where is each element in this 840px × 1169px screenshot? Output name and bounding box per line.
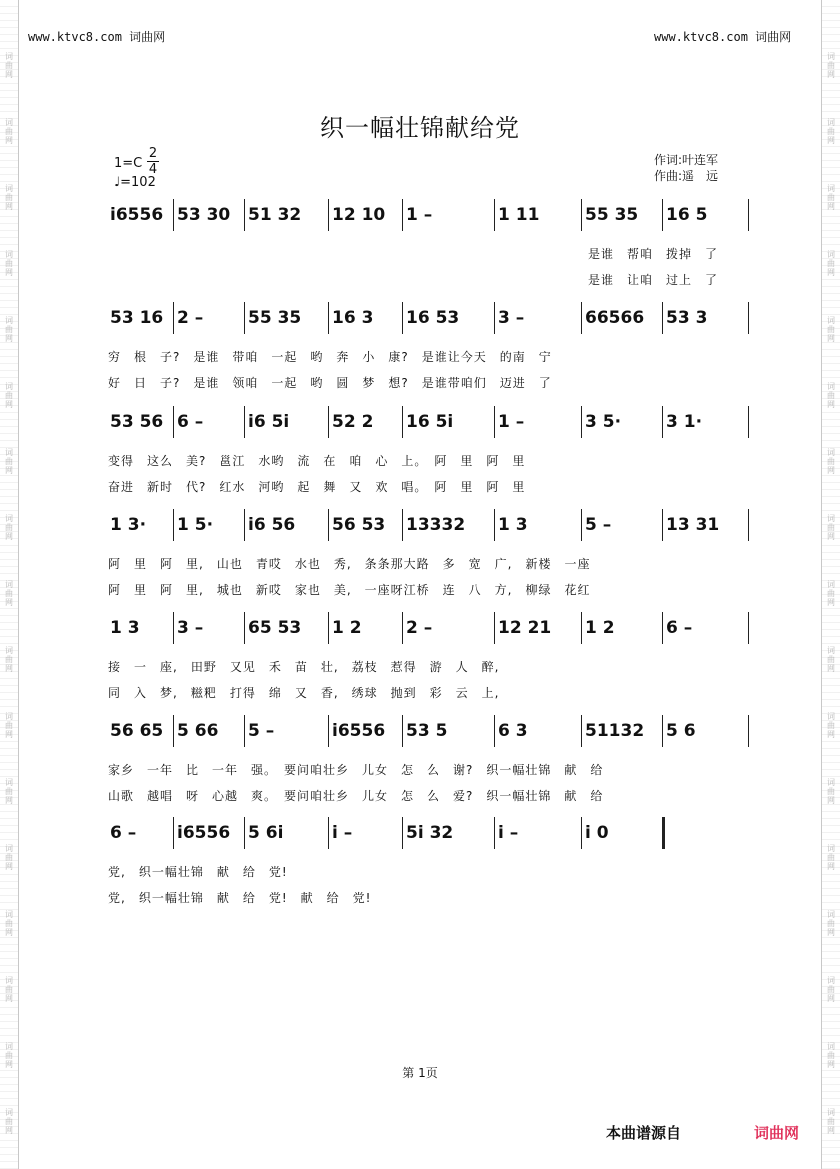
footer-site-link[interactable]: 词曲网 <box>754 1124 800 1142</box>
quarter-note-icon: ♩ <box>114 175 121 190</box>
watermark-char: 词 <box>5 580 13 589</box>
watermark-char: 网 <box>5 1126 13 1135</box>
bar-line <box>662 302 663 334</box>
watermark-char: 曲 <box>827 919 835 928</box>
tempo-value: =102 <box>120 175 156 190</box>
watermark-char: 网 <box>827 796 835 805</box>
watermark-char: 网 <box>5 466 13 475</box>
tempo-marking <box>114 175 156 190</box>
bar-line <box>244 406 245 438</box>
watermark-char: 词 <box>827 1042 835 1051</box>
watermark-char: 词 <box>827 118 835 127</box>
watermark-char: 词 <box>827 778 835 787</box>
bar-line <box>748 509 749 541</box>
watermark-char: 曲 <box>827 721 835 730</box>
measure: 3 – <box>498 308 525 328</box>
right-watermark-strip <box>821 0 840 1169</box>
watermark-char: 网 <box>827 334 835 343</box>
lyric-line: 党, 织一幅壮锦 献 给 党! 献 给 党! <box>108 891 372 905</box>
watermark-char: 网 <box>5 202 13 211</box>
lyric-line: 同 入 梦, 糍粑 打得 绵 又 香, 绣球 抛到 彩 云 上, <box>108 686 500 700</box>
watermark-char: 曲 <box>827 325 835 334</box>
bar-line <box>402 817 403 849</box>
measure: 5 66 <box>177 721 219 741</box>
watermark-char: 曲 <box>5 193 13 202</box>
watermark-char: 词 <box>827 580 835 589</box>
measure: 6 – <box>110 823 137 843</box>
watermark-char: 词 <box>5 646 13 655</box>
measure: 51132 <box>585 721 645 741</box>
measure: 3 – <box>177 618 204 638</box>
watermark-char: 曲 <box>827 787 835 796</box>
song-title: 织一幅壮锦献给党 <box>320 114 520 142</box>
watermark-char: 网 <box>5 400 13 409</box>
bar-line <box>173 509 174 541</box>
measure: 13 31 <box>666 515 720 535</box>
measure: 13332 <box>406 515 466 535</box>
watermark-char: 曲 <box>5 985 13 994</box>
measure: i6556 <box>177 823 231 843</box>
watermark-char: 曲 <box>827 127 835 136</box>
bar-line <box>328 509 329 541</box>
watermark-char: 曲 <box>5 655 13 664</box>
measure: 53 3 <box>666 308 708 328</box>
measure: 1 2 <box>332 618 362 638</box>
bar-line <box>328 715 329 747</box>
watermark-char: 词 <box>5 976 13 985</box>
watermark-char: 网 <box>827 664 835 673</box>
measure: 1 3· <box>110 515 147 535</box>
measure: 16 53 <box>406 308 460 328</box>
measure: i6 56 <box>248 515 296 535</box>
bar-line <box>581 612 582 644</box>
watermark-char: 词 <box>827 910 835 919</box>
bar-line <box>244 715 245 747</box>
bar-line <box>494 302 495 334</box>
bar-line <box>581 406 582 438</box>
watermark-char: 曲 <box>5 457 13 466</box>
bar-line <box>748 406 749 438</box>
watermark-char: 曲 <box>5 259 13 268</box>
watermark-char: 网 <box>5 334 13 343</box>
watermark-char: 词 <box>827 712 835 721</box>
measure: 51 32 <box>248 205 302 225</box>
bar-line <box>244 509 245 541</box>
watermark-char: 曲 <box>5 325 13 334</box>
bar-line <box>748 612 749 644</box>
bar-line <box>402 612 403 644</box>
bar-line <box>328 817 329 849</box>
watermark-char: 词 <box>5 382 13 391</box>
watermark-char: 网 <box>5 862 13 871</box>
measure: 5 – <box>585 515 612 535</box>
measure: 66566 <box>585 308 645 328</box>
measure: 53 5 <box>406 721 448 741</box>
measure: 12 10 <box>332 205 386 225</box>
watermark-char: 网 <box>5 598 13 607</box>
watermark-char: 词 <box>827 52 835 61</box>
measure: 55 35 <box>248 308 302 328</box>
header-right-url[interactable]: www.ktvc8.com 词曲网 <box>654 30 792 44</box>
bar-line <box>173 406 174 438</box>
watermark-char: 曲 <box>827 523 835 532</box>
bar-line <box>244 302 245 334</box>
measure: 1 2 <box>585 618 615 638</box>
bar-line <box>328 406 329 438</box>
bar-line <box>662 406 663 438</box>
watermark-char: 词 <box>827 514 835 523</box>
measure: i6 5i <box>248 412 290 432</box>
measure: 1 3 <box>110 618 140 638</box>
watermark-char: 网 <box>827 136 835 145</box>
bar-line <box>244 817 245 849</box>
lyric-line: 接 一 座, 田野 又见 禾 苗 壮, 荔枝 惹得 游 人 醉, <box>108 660 500 674</box>
measure: 53 16 <box>110 308 164 328</box>
lyric-line: 是谁 帮咱 拨掉 了 <box>588 247 719 261</box>
watermark-char: 词 <box>827 1108 835 1117</box>
watermark-char: 曲 <box>827 1117 835 1126</box>
measure: 16 5 <box>666 205 708 225</box>
bar-line <box>662 612 663 644</box>
bar-line <box>581 817 582 849</box>
measure: i6556 <box>332 721 386 741</box>
watermark-char: 曲 <box>827 457 835 466</box>
watermark-char: 网 <box>827 532 835 541</box>
measure: 16 5i <box>406 412 454 432</box>
watermark-char: 曲 <box>827 391 835 400</box>
watermark-char: 词 <box>5 316 13 325</box>
measure: i – <box>498 823 519 843</box>
bar-line <box>402 406 403 438</box>
watermark-char: 曲 <box>827 259 835 268</box>
watermark-char: 曲 <box>827 589 835 598</box>
bar-line <box>581 715 582 747</box>
watermark-char: 词 <box>5 778 13 787</box>
measure: 5i 32 <box>406 823 454 843</box>
watermark-char: 网 <box>5 136 13 145</box>
bar-line <box>748 302 749 334</box>
bar-line <box>494 817 495 849</box>
watermark-char: 网 <box>827 1060 835 1069</box>
watermark-char: 网 <box>827 994 835 1003</box>
measure: 2 – <box>406 618 433 638</box>
bar-line <box>402 302 403 334</box>
bar-line <box>748 715 749 747</box>
watermark-char: 曲 <box>5 787 13 796</box>
time-signature <box>147 146 159 177</box>
lyric-line: 穷 根 子? 是谁 带咱 一起 哟 奔 小 康? 是谁让今天 的南 宁 <box>108 350 552 364</box>
watermark-char: 词 <box>827 448 835 457</box>
watermark-char: 曲 <box>827 853 835 862</box>
measure: 1 11 <box>498 205 540 225</box>
bar-line <box>173 612 174 644</box>
measure: 55 35 <box>585 205 639 225</box>
footer-source-label: 本曲谱源自 <box>606 1124 682 1142</box>
watermark-char: 网 <box>5 730 13 739</box>
watermark-char: 网 <box>827 70 835 79</box>
watermark-char: 曲 <box>5 127 13 136</box>
bar-line <box>662 199 663 231</box>
composer-credit: 作曲:遥 远 <box>654 169 719 183</box>
bar-line <box>328 612 329 644</box>
watermark-char: 网 <box>5 532 13 541</box>
time-signature-numerator: 2 <box>148 146 158 161</box>
credits <box>654 152 718 184</box>
measure: 3 5· <box>585 412 622 432</box>
bar-line <box>581 509 582 541</box>
measure: 6 – <box>666 618 693 638</box>
watermark-char: 曲 <box>5 853 13 862</box>
watermark-char: 曲 <box>5 1051 13 1060</box>
watermark-char: 词 <box>5 514 13 523</box>
watermark-char: 网 <box>827 928 835 937</box>
measure: 5 6i <box>248 823 284 843</box>
lyric-line: 阿 里 阿 里, 城也 新哎 家也 美, 一座呀江桥 连 八 方, 柳绿 花红 <box>108 583 591 597</box>
watermark-char: 词 <box>5 250 13 259</box>
bar-line <box>581 302 582 334</box>
measure: 6 – <box>177 412 204 432</box>
bar-line <box>244 612 245 644</box>
watermark-char: 曲 <box>827 985 835 994</box>
watermark-char: 词 <box>827 382 835 391</box>
left-watermark-strip <box>0 0 19 1169</box>
watermark-char: 曲 <box>5 61 13 70</box>
watermark-char: 网 <box>5 1060 13 1069</box>
watermark-char: 词 <box>5 844 13 853</box>
measure: 1 5· <box>177 515 214 535</box>
lyric-line: 好 日 子? 是谁 领咱 一起 哟 圆 梦 想? 是谁带咱们 迈进 了 <box>108 376 552 390</box>
measure: i – <box>332 823 353 843</box>
lyricist-credit: 作词:叶连军 <box>654 153 719 167</box>
watermark-char: 曲 <box>5 919 13 928</box>
watermark-char: 网 <box>5 928 13 937</box>
watermark-char: 网 <box>827 466 835 475</box>
measure: 5 6 <box>666 721 696 741</box>
measure: 53 56 <box>110 412 164 432</box>
bar-line <box>173 817 174 849</box>
watermark-char: 词 <box>5 910 13 919</box>
watermark-char: 曲 <box>5 721 13 730</box>
watermark-char: 词 <box>827 646 835 655</box>
bar-line <box>173 199 174 231</box>
bar-line <box>662 509 663 541</box>
watermark-char: 网 <box>5 268 13 277</box>
watermark-char: 词 <box>5 1042 13 1051</box>
watermark-char: 词 <box>5 52 13 61</box>
watermark-char: 网 <box>5 796 13 805</box>
watermark-char: 网 <box>5 994 13 1003</box>
watermark-char: 网 <box>827 268 835 277</box>
lyric-line: 变得 这么 美? 邕江 水哟 流 在 咱 心 上。 阿 里 阿 里 <box>108 454 526 468</box>
bar-line <box>173 302 174 334</box>
watermark-char: 曲 <box>5 391 13 400</box>
watermark-char: 词 <box>5 184 13 193</box>
watermark-char: 网 <box>827 730 835 739</box>
measure: 52 2 <box>332 412 374 432</box>
watermark-char: 曲 <box>827 655 835 664</box>
lyric-line: 是谁 让咱 过上 了 <box>588 273 719 287</box>
bar-line <box>494 406 495 438</box>
lyric-line: 阿 里 阿 里, 山也 青哎 水也 秀, 条条那大路 多 宽 广, 新楼 一座 <box>108 557 591 571</box>
measure: 6 3 <box>498 721 528 741</box>
bar-line <box>328 199 329 231</box>
measure: i6556 <box>110 205 164 225</box>
bar-line <box>494 715 495 747</box>
measure: 65 53 <box>248 618 302 638</box>
watermark-char: 网 <box>827 1126 835 1135</box>
bar-line <box>748 199 749 231</box>
time-signature-denominator: 4 <box>148 162 158 177</box>
bar-line <box>402 715 403 747</box>
watermark-char: 词 <box>827 184 835 193</box>
watermark-char: 词 <box>827 976 835 985</box>
bar-line <box>581 199 582 231</box>
bar-line <box>662 817 665 849</box>
bar-line <box>173 715 174 747</box>
lyric-line: 山歌 越唱 呀 心越 爽。 要问咱壮乡 儿女 怎 么 爱? 织一幅壮锦 献 给 <box>108 789 604 803</box>
watermark-char: 网 <box>5 70 13 79</box>
bar-line <box>662 715 663 747</box>
watermark-char: 词 <box>5 448 13 457</box>
watermark-char: 曲 <box>827 193 835 202</box>
watermark-char: 词 <box>827 316 835 325</box>
measure: 1 3 <box>498 515 528 535</box>
watermark-char: 网 <box>827 400 835 409</box>
watermark-char: 曲 <box>5 523 13 532</box>
lyric-line: 党, 织一幅壮锦 献 给 党! <box>108 865 288 879</box>
watermark-char: 曲 <box>5 589 13 598</box>
watermark-char: 词 <box>827 844 835 853</box>
bar-line <box>402 199 403 231</box>
measure: 53 30 <box>177 205 231 225</box>
key-signature: 1=C <box>114 156 143 171</box>
watermark-char: 曲 <box>827 1051 835 1060</box>
measure: 2 – <box>177 308 204 328</box>
watermark-char: 词 <box>5 118 13 127</box>
watermark-char: 网 <box>5 664 13 673</box>
lyric-line: 家乡 一年 比 一年 强。 要问咱壮乡 儿女 怎 么 谢? 织一幅壮锦 献 给 <box>108 763 604 777</box>
measure: 16 3 <box>332 308 374 328</box>
measure: 12 21 <box>498 618 552 638</box>
watermark-char: 词 <box>5 712 13 721</box>
watermark-char: 曲 <box>5 1117 13 1126</box>
bar-line <box>328 302 329 334</box>
bar-line <box>494 509 495 541</box>
lyric-line: 奋进 新时 代? 红水 河哟 起 舞 又 欢 唱。 阿 里 阿 里 <box>108 480 526 494</box>
watermark-char: 词 <box>827 250 835 259</box>
watermark-char: 网 <box>827 862 835 871</box>
watermark-char: 词 <box>5 1108 13 1117</box>
measure: 3 1· <box>666 412 703 432</box>
measure: 56 53 <box>332 515 386 535</box>
page-number: 第 1页 <box>402 1066 438 1080</box>
measure: i 0 <box>585 823 609 843</box>
measure: 56 65 <box>110 721 164 741</box>
bar-line <box>402 509 403 541</box>
measure: 1 – <box>406 205 433 225</box>
bar-line <box>244 199 245 231</box>
watermark-char: 网 <box>827 598 835 607</box>
measure: 5 – <box>248 721 275 741</box>
header-left-url[interactable]: www.ktvc8.com 词曲网 <box>28 30 166 44</box>
bar-line <box>494 612 495 644</box>
measure: 1 – <box>498 412 525 432</box>
bar-line <box>494 199 495 231</box>
watermark-char: 曲 <box>827 61 835 70</box>
watermark-char: 网 <box>827 202 835 211</box>
